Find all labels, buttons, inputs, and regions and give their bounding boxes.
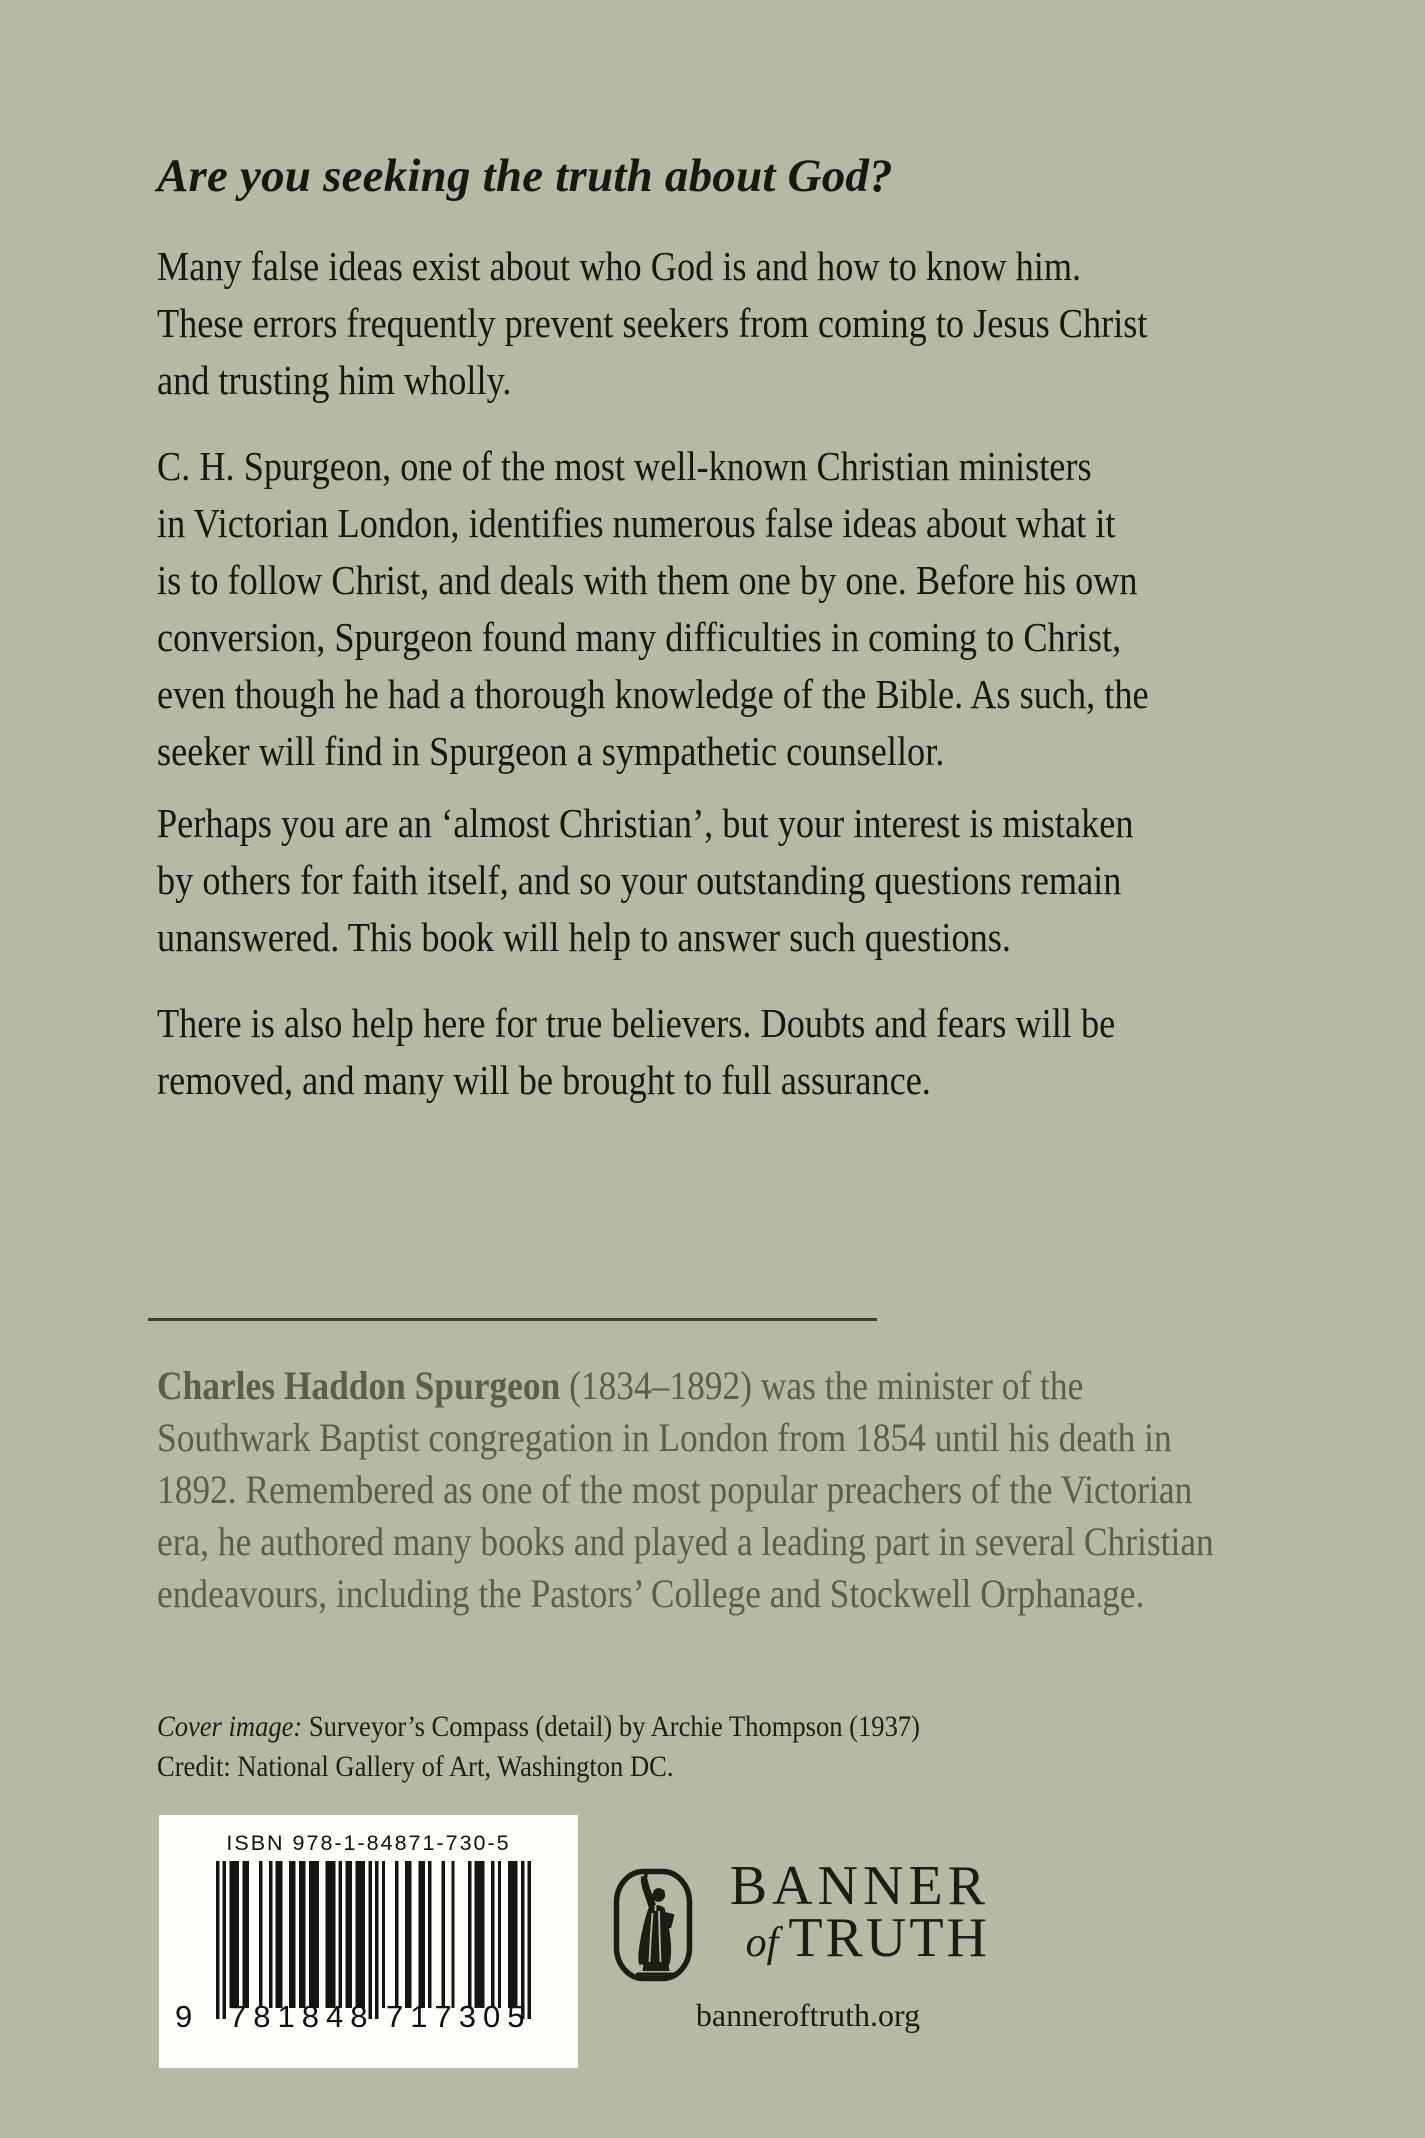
barcode-right-digits: 717305: [386, 1999, 532, 2034]
barcode-lead-digit: 9: [175, 1999, 193, 2034]
author-name: Charles Haddon Spurgeon: [157, 1363, 561, 1408]
publisher-name-bottom: [708, 1907, 990, 1971]
author-bio-line1-rest: (1834–1892) was the minister of the: [560, 1363, 1084, 1408]
text-line: seeker will find in Spurgeon a sympathetic counsellor.: [157, 728, 945, 774]
text-line: removed, and many will be brought to full assurance.: [157, 1057, 931, 1103]
divider-rule: [148, 1318, 877, 1321]
text-line: 1892. Remembered as one of the most popular preachers of the Victorian: [157, 1467, 1193, 1512]
paragraph-spurgeon: [157, 438, 1277, 780]
publisher-url: banneroftruth.org: [695, 1997, 921, 2033]
headline: Are you seeking the truth about God?: [157, 150, 893, 202]
paragraph-almost-christian: [157, 795, 1260, 966]
barcode-bars-icon: [216, 1861, 531, 2021]
text-line: C. H. Spurgeon, one of the most well-known Christian ministers: [157, 443, 1092, 489]
barcode: [159, 1815, 578, 2068]
text-line: by others for faith itself, and so your outstanding questions remain: [157, 857, 1122, 903]
publisher-name-truth: TRUTH: [788, 1907, 990, 1969]
text-line: era, he authored many books and played a leading part in several Christian: [157, 1519, 1214, 1564]
text-line: [157, 1707, 920, 1747]
cover-credits: [157, 1707, 1005, 1787]
publisher-wordmark: [708, 1855, 990, 1971]
paragraph-believers: [157, 995, 1240, 1109]
preacher-icon: [612, 1867, 694, 1983]
text-line: is to follow Christ, and deals with them one by one. Before his own: [157, 557, 1138, 603]
barcode-left-digits: 781848: [229, 1999, 375, 2034]
publisher-name-top: BANNER: [729, 1855, 990, 1917]
cover-image-text: Surveyor’s Compass (detail) by Archie Thompson (1937): [302, 1711, 920, 1743]
text-line: and trusting him wholly.: [157, 357, 512, 403]
text-line: endeavours, including the Pastors’ College and Stockwell Orphanage.: [157, 1571, 1145, 1616]
text-line: in Victorian London, identifies numerous false ideas about what it: [157, 500, 1116, 546]
text-line: conversion, Spurgeon found many difficulties in coming to Christ,: [157, 614, 1122, 660]
publisher-name-of: of: [745, 1920, 779, 1966]
text-line: Many false ideas exist about who God is and how to know him.: [157, 243, 1082, 289]
text-line: Perhaps you are an ‘almost Christian’, but your interest is mistaken: [157, 800, 1134, 846]
text-line: These errors frequently prevent seekers from coming to Jesus Christ: [157, 300, 1148, 346]
publisher-block: [612, 1855, 1012, 2035]
text-line: unanswered. This book will help to answer such questions.: [157, 914, 1011, 960]
author-bio: [157, 1360, 1351, 1620]
publisher-logo: [612, 1855, 1012, 1983]
isbn-label: ISBN 978-1-84871-730-5: [226, 1831, 511, 1855]
cover-image-label: Cover image:: [157, 1711, 303, 1743]
text-line: There is also help here for true believers. Doubts and fears will be: [157, 1000, 1116, 1046]
text-line: Southwark Baptist congregation in London from 1854 until his death in: [157, 1415, 1172, 1460]
text-line: [157, 1360, 1214, 1412]
paragraph-intro: [157, 238, 1276, 409]
text-line: even though he had a thorough knowledge of the Bible. As such, the: [157, 671, 1149, 717]
text-line: Credit: National Gallery of Art, Washington DC.: [157, 1751, 674, 1783]
